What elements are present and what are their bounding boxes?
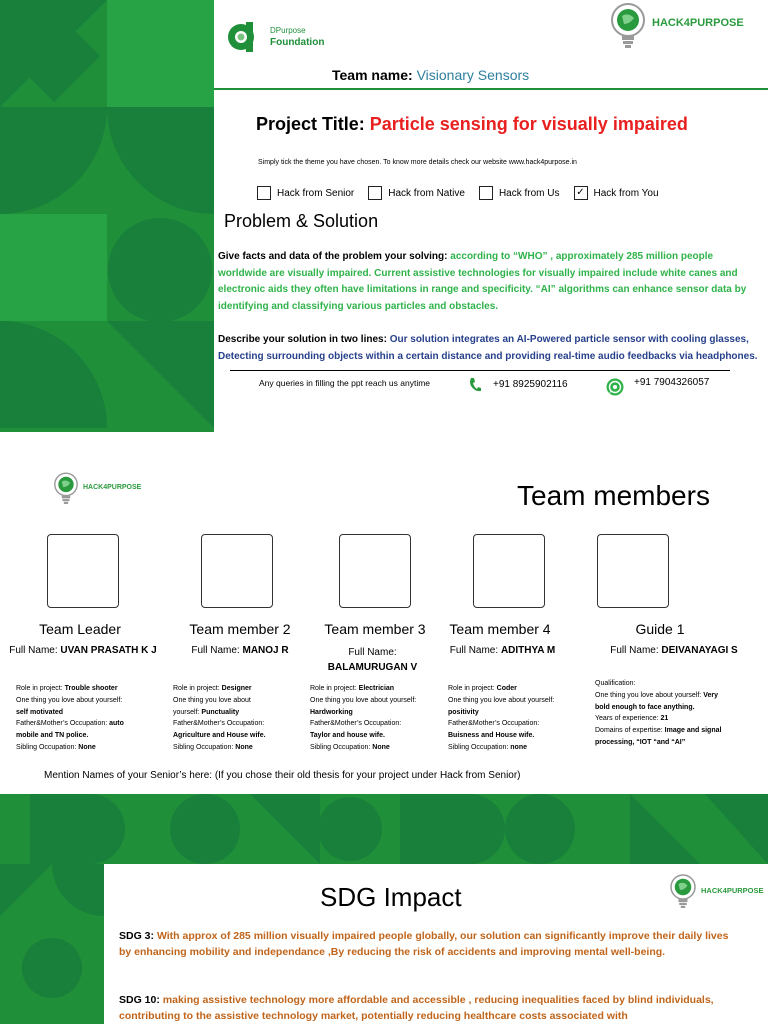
- hack4purpose-logo: [52, 470, 141, 510]
- sdg-10-paragraph: [119, 992, 739, 1024]
- theme-checkbox-group: [257, 186, 659, 200]
- hack4purpose-logo-text: HACK4PURPOSE: [83, 483, 142, 491]
- full-name-value: DEIVANAYAGI S: [661, 645, 738, 656]
- project-title-label: Project Title:: [256, 114, 365, 134]
- hack4purpose-logo: [668, 872, 764, 914]
- project-title: [256, 114, 688, 135]
- check-mark-icon: ✓: [576, 187, 585, 198]
- queries-divider: [230, 370, 730, 371]
- phone-icon: [468, 377, 482, 393]
- full-name-label: Full Name:: [610, 645, 659, 656]
- full-name-label: Full Name:: [191, 645, 240, 656]
- team-name-value: Visionary Sensors: [416, 67, 530, 83]
- member-role-title: Team member 3: [324, 621, 426, 637]
- detail-line: Sibling Occupation: None: [310, 743, 390, 751]
- geometric-pattern: [0, 794, 768, 864]
- detail-line: positivity: [448, 708, 479, 716]
- detail-line: processing, “IOT “and “AI”: [595, 738, 686, 746]
- sdg-text: making assistive technology more affordable and accessible , reducing inequalities faced by blind individuals, contributing to the assistive technology market, potentially reducing healthcare costs associated with: [119, 994, 714, 1022]
- phone-number-2[interactable]: +91 7904326057: [634, 377, 710, 388]
- detail-line: Father&Mother’s Occupation:: [173, 720, 265, 728]
- detail-line: bold enough to face anything.: [595, 703, 695, 711]
- theme-label-us: Hack from Us: [498, 187, 560, 199]
- theme-label-senior: Hack from Senior: [277, 187, 355, 199]
- project-title-value: Particle sensing for visually impaired: [369, 114, 688, 134]
- full-name-value: BALAMURUGAN V: [327, 662, 418, 673]
- slide-team-members: [0, 432, 768, 864]
- divider-bar: [214, 88, 768, 90]
- full-name-label: Full Name:: [348, 647, 397, 658]
- member-details: [16, 683, 166, 754]
- solution-value: Our solution integrates an AI-Powered particle sensor with cooling glasses, Detecting surrounding objects within a certain distance and providing real-time audio feedbacks via headphones.: [218, 334, 758, 362]
- member-role-title: Team member 2: [189, 621, 291, 637]
- detail-line: Sibling Occupation: None: [173, 743, 253, 751]
- detail-line: One thing you love about yourself:: [16, 696, 123, 704]
- theme-option-senior[interactable]: [257, 186, 354, 200]
- detail-line: Agriculture and House wife.: [173, 732, 266, 740]
- geometric-pattern: [0, 864, 104, 1024]
- member-photo-placeholder: [201, 534, 273, 608]
- member-details: [310, 683, 445, 754]
- member-role-title: Team Leader: [39, 621, 121, 637]
- hack4purpose-logo: [608, 2, 744, 54]
- detail-line: Role in project: Designer: [173, 685, 252, 692]
- slide-project-info: [0, 0, 768, 432]
- detail-line: Father&Mother’s Occupation:: [310, 720, 402, 728]
- member-details: [173, 683, 308, 754]
- solution-description: [218, 332, 768, 365]
- theme-instructions: Simply tick the theme you have chosen. To know more details check our website www.hack4purpose.in: [258, 159, 577, 166]
- checkbox-you[interactable]: [574, 186, 588, 200]
- sdg-label: SDG 3:: [119, 930, 155, 942]
- lightbulb-globe-icon: [668, 872, 698, 914]
- detail-line: Qualification:: [595, 680, 636, 687]
- guide-full-name: [590, 645, 758, 656]
- team-name-label: Team name:: [332, 67, 413, 83]
- member-full-name: [440, 645, 565, 656]
- detail-line: One thing you love about yourself:: [448, 696, 555, 704]
- slide-sdg-impact: [0, 864, 768, 1024]
- checkbox-us[interactable]: [479, 186, 493, 200]
- full-name-value: MANOJ R: [242, 645, 289, 656]
- detail-line: One thing you love about yourself: Very: [595, 691, 718, 699]
- queries-text: Any queries in filling the ppt reach us anytime: [259, 378, 431, 388]
- member-photo-placeholder: [473, 534, 545, 608]
- dpurpose-logo-icon: [224, 20, 264, 54]
- detail-line: One thing you love about: [173, 696, 251, 704]
- logo-text-dpurpose: DPurpose: [270, 26, 306, 35]
- detail-line: Role in project: Trouble shooter: [16, 685, 118, 692]
- team-name: [332, 67, 529, 83]
- full-name-label: Full Name:: [449, 645, 499, 656]
- whatsapp-icon: [606, 378, 624, 396]
- sdg-impact-heading: SDG Impact: [320, 882, 462, 912]
- detail-line: Sibling Occupation: none: [448, 743, 528, 751]
- green-decorative-panel: [0, 864, 104, 1024]
- problem-solution-heading: Problem & Solution: [224, 211, 379, 231]
- facts-label: Give facts and data of the problem your solving:: [218, 251, 448, 262]
- checkbox-native[interactable]: [368, 186, 382, 200]
- guide-photo-placeholder: [597, 534, 669, 608]
- detail-line: Role in project: Coder: [448, 685, 517, 692]
- detail-line: Sibling Occupation: None: [16, 743, 96, 751]
- geometric-pattern: [0, 0, 214, 432]
- green-decorative-panel: [0, 0, 214, 432]
- detail-line: Hardworking: [310, 708, 353, 716]
- detail-line: yourself: Punctuality: [173, 708, 240, 716]
- member-photo-placeholder: [339, 534, 411, 608]
- detail-line: mobile and TN police.: [16, 732, 89, 740]
- theme-option-you[interactable]: [574, 186, 659, 200]
- problem-facts: [218, 249, 763, 315]
- hack4purpose-logo-text: HACK4PURPOSE: [652, 17, 744, 29]
- detail-line: Domains of expertise: Image and signal: [595, 727, 722, 735]
- full-name-value: ADITHYA M: [500, 645, 556, 656]
- member-full-name: [170, 645, 310, 656]
- full-name-label: Full Name:: [9, 645, 58, 656]
- sdg-3-paragraph: [119, 928, 739, 960]
- member-details: [448, 683, 583, 754]
- hack4purpose-logo-text: HACK4PURPOSE: [701, 885, 764, 895]
- sdg-label: SDG 10:: [119, 994, 160, 1006]
- detail-line: Father&Mother’s Occupation: auto: [16, 720, 124, 728]
- detail-line: self motivated: [16, 708, 64, 716]
- facts-value: according to “WHO” , approximately 285 million people worldwide are visually impaired. Current assistive technologies for visually impaired include white canes and electronic aids they often have limitations in range and specificity. “AI” algorithms can enhance sensor data by identifying and classifying various particles and obstacles.: [218, 251, 747, 312]
- sdg-text: With approx of 285 million visually impaired people globally, our solution can significantly improve their daily lives by enhancing mobility and independance ,By reducing the risk of accidents and improving mental well-being.: [119, 930, 729, 958]
- guide-role-title: Guide 1: [635, 621, 685, 637]
- detail-line: One thing you love about yourself:: [310, 696, 417, 704]
- detail-line: Taylor and house wife.: [310, 732, 385, 740]
- phone-number-1[interactable]: +91 8925902116: [493, 379, 568, 390]
- full-name-value: UVAN PRASATH K J: [60, 645, 157, 656]
- lightbulb-globe-icon: [52, 470, 80, 510]
- logo-text-foundation: Foundation: [270, 37, 325, 48]
- detail-line: Years of experience: 21: [595, 715, 669, 723]
- theme-option-native[interactable]: [368, 186, 465, 200]
- dpurpose-foundation-logo: [224, 20, 334, 54]
- team-members-heading: Team members: [517, 480, 710, 511]
- detail-line: Father&Mother’s Occupation:: [448, 720, 540, 728]
- theme-option-us[interactable]: [479, 186, 560, 200]
- lightbulb-globe-icon: [608, 2, 648, 54]
- seniors-instruction: Mention Names of your Senior’s here: (If you chose their old thesis for your project under Hack from Senior): [44, 770, 521, 781]
- theme-label-you: Hack from You: [593, 187, 659, 199]
- green-decorative-band: [0, 794, 768, 864]
- member-full-name: [315, 645, 430, 675]
- detail-line: Role in project: Electrician: [310, 685, 395, 692]
- member-role-title: Team member 4: [449, 621, 551, 637]
- guide-details: [595, 678, 765, 749]
- checkbox-senior[interactable]: [257, 186, 271, 200]
- member-photo-placeholder: [47, 534, 119, 608]
- solution-label: Describe your solution in two lines:: [218, 334, 387, 345]
- detail-line: Buisness and House wife.: [448, 732, 535, 740]
- theme-label-native: Hack from Native: [388, 187, 465, 199]
- member-full-name: [0, 645, 166, 656]
